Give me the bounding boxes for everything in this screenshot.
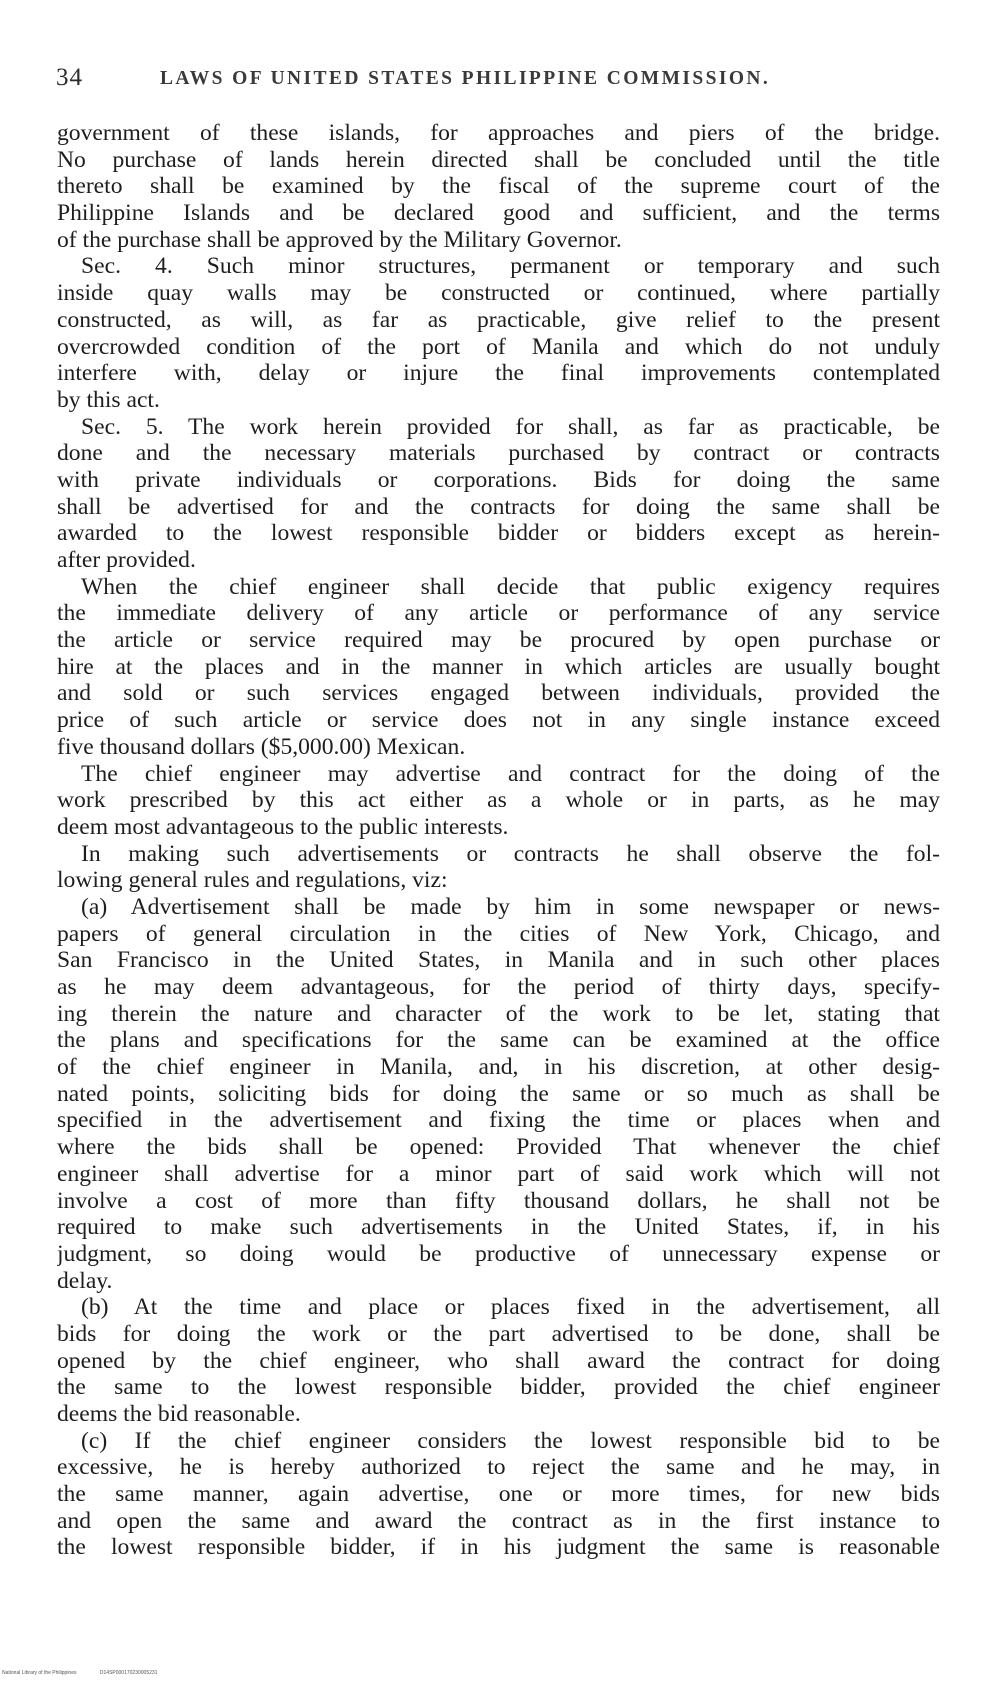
scan-footer <box>2 1670 179 1676</box>
text-line: When the chief engineer shall decide that public exigency requires <box>81 573 940 600</box>
text-line: required to make such advertisements in the United States, if, in his <box>57 1214 940 1241</box>
text-line: government of these islands, for approaches and piers of the bridge. <box>57 120 940 146</box>
text-line: papers of general circulation in the cities of New York, Chicago, and <box>57 920 940 947</box>
text-line: No purchase of lands herein directed shall be concluded until the title <box>57 146 940 173</box>
text-line: specified in the advertisement and fixing the time or places when and <box>57 1107 940 1134</box>
text-line: San Francisco in the United States, in Manila and in such other places <box>57 947 940 974</box>
text-line: by this act. <box>57 386 160 413</box>
text-line: deem most advantageous to the public interests. <box>57 813 509 840</box>
text-line: interfere with, delay or injure the final improvements contemplated <box>57 360 940 387</box>
text-line: the lowest responsible bidder, if in his judgment the same is reasonable <box>57 1534 940 1561</box>
text-line: Sec. 4. Such minor structures, permanent or temporary and such <box>81 253 940 280</box>
body-text <box>57 120 940 1561</box>
text-line: opened by the chief engineer, who shall award the contract for doing <box>57 1347 940 1374</box>
text-line: after provided. <box>57 547 196 573</box>
text-line: work prescribed by this act either as a whole or in parts, as he may <box>57 787 940 814</box>
footer-code: D14SP000170230005231 <box>99 1670 158 1676</box>
text-line: Sec. 5. The work herein provided for shall, as far as practicable, be <box>81 413 940 440</box>
text-line: inside quay walls may be constructed or continued, where partially <box>57 280 940 307</box>
text-line: (b) At the time and place or places fixed in the advertisement, all <box>81 1294 940 1321</box>
text-line: engineer shall advertise for a minor part of said work which will not <box>57 1160 940 1187</box>
text-line: hire at the places and in the manner in which articles are usually bought <box>57 653 940 680</box>
text-line: constructed, as will, as far as practicable, give relief to the present <box>57 306 940 333</box>
text-line: the article or service required may be procured by open purchase or <box>57 627 940 654</box>
page-number: 34 <box>56 64 83 91</box>
text-line: of the chief engineer in Manila, and, in his discretion, at other desig- <box>57 1054 940 1081</box>
text-line: the same manner, again advertise, one or more times, for new bids <box>57 1481 940 1508</box>
text-line: lowing general rules and regulations, viz: <box>57 867 448 894</box>
text-line: excessive, he is hereby authorized to reject the same and he may, in <box>57 1454 940 1481</box>
text-line: deems the bid reasonable. <box>57 1401 301 1427</box>
text-line: as he may deem advantageous, for the period of thirty days, specify- <box>57 974 940 1000</box>
text-line: involve a cost of more than fifty thousand dollars, he shall not be <box>57 1187 940 1214</box>
text-line: delay. <box>57 1267 113 1294</box>
text-line: done and the necessary materials purchased by contract or contracts <box>57 440 940 467</box>
text-line: (c) If the chief engineer considers the lowest responsible bid to be <box>81 1427 940 1454</box>
text-line: bids for doing the work or the part advertised to be done, shall be <box>57 1320 940 1347</box>
text-line: where the bids shall be opened: Provided That whenever the chief <box>57 1134 940 1161</box>
text-line: awarded to the lowest responsible bidder or bidders except as herein- <box>57 520 940 547</box>
text-line: the same to the lowest responsible bidder, provided the chief engineer <box>57 1374 940 1401</box>
text-line: nated points, soliciting bids for doing the same or so much as shall be <box>57 1080 940 1107</box>
text-line: with private individuals or corporations. Bids for doing the same <box>57 466 940 493</box>
text-line: the plans and specifications for the same can be examined at the office <box>57 1027 940 1054</box>
text-line: and open the same and award the contract as in the first instance to <box>57 1507 940 1534</box>
running-title: LAWS OF UNITED STATES PHILIPPINE COMMISSION. <box>160 68 771 89</box>
text-line: The chief engineer may advertise and contract for the doing of the <box>81 760 940 787</box>
text-line: Philippine Islands and be declared good and sufficient, and the terms <box>57 200 940 227</box>
text-line: overcrowded condition of the port of Manila and which do not unduly <box>57 333 940 360</box>
text-line: the immediate delivery of any article or performance of any service <box>57 600 940 627</box>
text-line: (a) Advertisement shall be made by him in some newspaper or news- <box>81 893 940 920</box>
text-line: ing therein the nature and character of the work to be let, stating that <box>57 1000 940 1027</box>
text-line: In making such advertisements or contracts he shall observe the fol- <box>81 840 940 867</box>
text-line: thereto shall be examined by the fiscal of the supreme court of the <box>57 173 940 200</box>
text-line: shall be advertised for and the contracts for doing the same shall be <box>57 493 940 520</box>
footer-library: National Library of the Philippines <box>2 1670 77 1676</box>
text-line: of the purchase shall be approved by the Military Governor. <box>57 226 622 253</box>
text-line: price of such article or service does not in any single instance exceed <box>57 707 940 734</box>
page-header <box>56 64 936 98</box>
text-line: judgment, so doing would be productive of unnecessary expense or <box>57 1240 940 1267</box>
text-line: and sold or such services engaged between individuals, provided the <box>57 680 940 707</box>
text-line: five thousand dollars ($5,000.00) Mexican. <box>57 733 466 760</box>
